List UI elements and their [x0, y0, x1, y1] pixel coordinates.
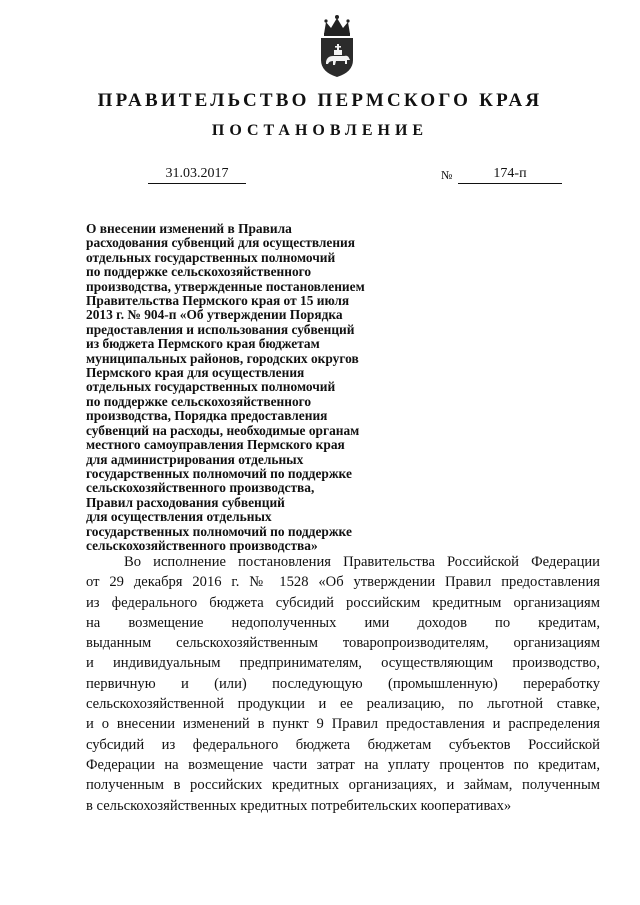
government-title: ПРАВИТЕЛЬСТВО ПЕРМСКОГО КРАЯ [97, 90, 543, 111]
subject-line: отдельных государственных полномочий [86, 249, 336, 265]
subject-line: муниципальных районов, городских округов [86, 350, 359, 366]
subject-line: по поддержке сельскохозяйственного [86, 264, 312, 280]
document-type: ПОСТАНОВЛЕНИЕ [211, 122, 429, 139]
subject-line: О внесении изменений в Правила [86, 221, 292, 236]
subject-line: расходования субвенций для осуществления [86, 235, 356, 251]
subject-line: предоставления и использования субвенций [86, 321, 355, 337]
body-line: в сельскохозяйственных кредитных потребительских кооперативах» [86, 797, 512, 814]
subject-line: местного самоуправления Пермского края [86, 437, 345, 453]
body-line: сельскохозяйственной продукции и ее реализацию, по льготной ставке, [86, 696, 600, 713]
body-line: первичную и (или) последующую (промышленную) переработку [86, 675, 600, 692]
document-number: 174-п [458, 166, 562, 184]
subject-line: производства, Порядка предоставления [86, 408, 328, 424]
subject-line: сельскохозяйственного производства, [86, 480, 315, 496]
subject-line: 2013 г. № 904-п «Об утверждении Порядка [86, 307, 343, 323]
body-line: выданным сельскохозяйственным товаропроизводителям, организациям [86, 635, 600, 652]
subject-line: по поддержке сельскохозяйственного [86, 393, 312, 409]
subject-line: Правил расходования субвенций [86, 494, 285, 510]
body-line: из федерального бюджета субсидий российским кредитным организациям [86, 594, 600, 611]
subject-line: из бюджета Пермского края бюджетам [86, 336, 320, 352]
subject-line: Пермского края для осуществления [86, 365, 305, 381]
body-line: и о внесении изменений в пункт 9 Правил предоставления и распределения [86, 716, 600, 733]
body-line: Во исполнение постановления Правительства Российской Федерации [124, 554, 600, 570]
body-line: Федерации на возмещение части затрат на уплату процентов по кредитам, [86, 756, 600, 773]
number-sign: № [441, 168, 453, 182]
document-body [86, 552, 600, 816]
document-date: 31.03.2017 [148, 166, 246, 184]
coat-of-arms-icon [314, 14, 360, 78]
body-line: субсидий из федерального бюджета бюджетам субъектов Российской [86, 736, 600, 753]
subject-line: государственных полномочий по поддержке [86, 523, 352, 539]
subject-line: сельскохозяйственного производства» [86, 537, 318, 553]
body-line: на возмещение недополученных ими доходов по кредитам, [86, 614, 600, 631]
subject-line: для администрирования отдельных [86, 451, 304, 467]
body-line: от 29 декабря 2016 г. № 1528 «Об утверждении Правил предоставления [86, 574, 600, 591]
subject-line: государственных полномочий по поддержке [86, 465, 352, 481]
subject-line: субвенций на расходы, необходимые органам [86, 422, 360, 438]
body-line: полученным в российских кредитных организациях, и займам, полученным [86, 777, 600, 794]
subject-line: отдельных государственных полномочий [86, 379, 336, 395]
body-line: и индивидуальным предпринимателям, осуществляющим производство, [86, 655, 600, 672]
document-subject [86, 222, 426, 553]
subject-line: производства, утвержденные постановлением [86, 278, 365, 294]
subject-line: для осуществления отдельных [86, 509, 272, 525]
subject-line: Правительства Пермского края от 15 июля [86, 293, 350, 309]
